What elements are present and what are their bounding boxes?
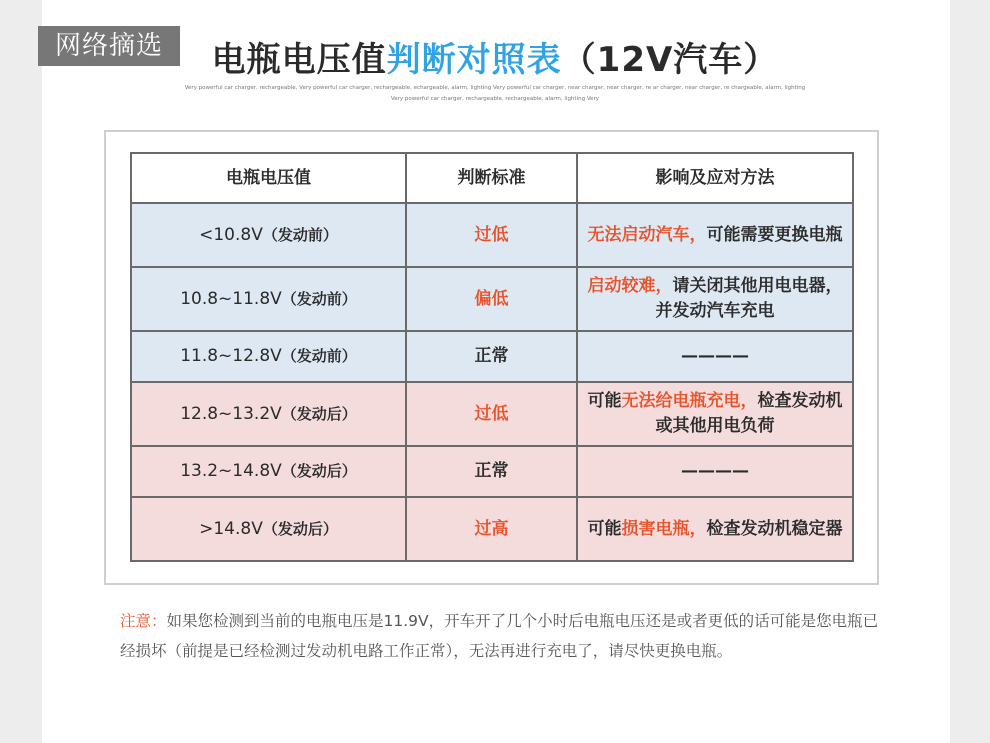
subtitle-line-1: Very powerful car charger, rechargeable, Very powerful car charger, rechargeable, echargeable, alarm, lighting Very powerful car charger, near charger, near charger, re ar charger, near charger, re chargeable, alarm, lighting xyxy=(184,85,806,91)
watermark-badge: 网络摘选 xyxy=(38,26,180,66)
action-text-segment: 可能 xyxy=(587,391,622,411)
cell-voltage xyxy=(131,497,406,561)
cell-voltage xyxy=(131,331,406,382)
cell-action xyxy=(577,382,853,446)
cell-action xyxy=(577,203,853,267)
cell-action xyxy=(577,331,853,382)
table-row xyxy=(131,446,853,497)
header-voltage: 电瓶电压值 xyxy=(131,153,406,203)
subtitle-line-2: Very powerful car charger, rechargeable, rechargeable, alarm, lighting Very xyxy=(390,96,600,102)
table-row xyxy=(131,203,853,267)
action-text-segment: 无法给电瓶充电， xyxy=(621,391,758,411)
cell-voltage xyxy=(131,446,406,497)
action-text-segment: 损害电瓶， xyxy=(621,518,707,539)
voltage-value: 10.8~11.8V xyxy=(180,288,282,309)
voltage-value: 11.8~12.8V xyxy=(180,346,282,366)
voltage-value: 12.8~13.2V xyxy=(180,403,282,424)
cell-judgement: 偏低 xyxy=(406,267,577,331)
voltage-value: <10.8V xyxy=(199,224,263,245)
cell-action xyxy=(577,446,853,497)
engine-phase: （发动前） xyxy=(262,225,338,244)
note-label: 注意： xyxy=(120,612,167,630)
cell-judgement: 过低 xyxy=(406,203,577,267)
note-paragraph xyxy=(120,606,880,666)
cell-voltage xyxy=(131,267,406,331)
engine-phase: （发动前） xyxy=(281,289,357,308)
voltage-value: >14.8V xyxy=(199,518,263,539)
action-text-segment: 启动较难， xyxy=(587,276,673,296)
table-row xyxy=(131,497,853,561)
cell-judgement: 正常 xyxy=(406,446,577,497)
header-action: 影响及应对方法 xyxy=(577,153,853,203)
engine-phase: （发动后） xyxy=(281,462,357,480)
engine-phase: （发动前） xyxy=(281,347,357,365)
action-text-segment: ———— xyxy=(681,461,749,481)
engine-phase: （发动后） xyxy=(262,519,338,538)
title-part-dark: 电瓶电压值 xyxy=(211,40,387,80)
voltage-table xyxy=(130,152,854,562)
action-text-segment: 可能 xyxy=(587,518,622,539)
table-row xyxy=(131,267,853,331)
action-text-segment: 无法启动汽车， xyxy=(587,224,707,245)
header-judgement: 判断标准 xyxy=(406,153,577,203)
action-text-segment: 可能需要更换电瓶 xyxy=(706,224,843,245)
cell-judgement: 过低 xyxy=(406,382,577,446)
cell-voltage xyxy=(131,203,406,267)
page-title xyxy=(0,32,990,81)
table-row xyxy=(131,331,853,382)
action-text-segment: ———— xyxy=(681,346,749,366)
title-part-highlight: 判断对照表 xyxy=(386,40,562,80)
cell-judgement: 过高 xyxy=(406,497,577,561)
action-text-segment: 检查发动机稳定器 xyxy=(706,518,843,539)
title-part-suffix: （12V汽车） xyxy=(561,40,779,80)
engine-phase: （发动后） xyxy=(281,404,357,423)
cell-action xyxy=(577,497,853,561)
voltage-value: 13.2~14.8V xyxy=(180,461,282,481)
action-text-segment: 检查发动机或其他用电负荷 xyxy=(655,391,843,436)
cell-voltage xyxy=(131,382,406,446)
cell-action xyxy=(577,267,853,331)
table-row xyxy=(131,382,853,446)
action-text-segment: 请关闭其他用电电器，并发动汽车充电 xyxy=(655,276,843,321)
table-header-row xyxy=(131,153,853,203)
note-text: 如果您检测到当前的电瓶电压是11.9V，开车开了几个小时后电瓶电压还是或者更低的话可能是您电瓶已经损坏（前提是已经检测过发动机电路工作正常），无法再进行充电了，请尽快更换电瓶。 xyxy=(120,612,879,660)
cell-judgement: 正常 xyxy=(406,331,577,382)
